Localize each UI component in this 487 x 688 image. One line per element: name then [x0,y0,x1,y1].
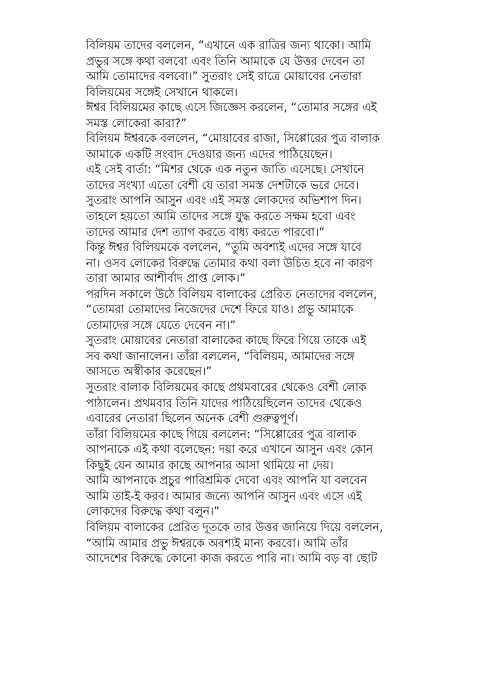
text-line: ঈশ্বর বিলিয়মের কাছে এসে জিজ্ঞেস করলেন, “তোমার সঙ্গের এই [86,100,377,115]
text-line: তোমাদের সঙ্গে যেতে দেবেন না।” [86,317,236,332]
text-line: বিলিয়ম ঈশ্বরকে বললেন, “মোয়াবের রাজা, সিপ্পোরের পুত্র বালাক [86,131,380,146]
text-line: কিন্তু ঈশ্বর বিলিয়মকে বললেন, “তুমি অবশ্যই এদের সঙ্গে যাবে [86,240,362,255]
text-line: তাহলে হয়তো আমি তাদের সঙ্গে যুদ্ধ করতে সক্ষম হবো এবং [86,209,356,224]
text-line: বিলিয়ম বালাকের প্রেরিত দূতকে তার উত্তর জানিয়ে দিয়ে বললেন, [86,519,383,534]
text-line: তাদের আমার দেশ ত্যাগ করতে বাধ্য করতে পারবো।” [86,224,325,239]
text-line: আপনাকে এই কথা বলেছেন: দয়া করে এখানে আসুন এবং কোন [86,442,373,457]
text-line: সমস্ত লোকেরা কারা?” [86,115,187,130]
text-line: সুতরাং বালাক বিলিয়মের কাছে প্রথমবারের থেকেও বেশী লোক [86,380,367,395]
text-line: সুতরাং মোয়াবের নেতারা বালাকের কাছে ফিরে গিয়ে তাকে এই [86,333,367,348]
text-line: এবারের নেতারা ছিলেন অনেক বেশী গুরুত্বপূর্ণ। [86,411,299,426]
text-line: তাঁরা বিলিয়মের কাছে গিয়ে বললেন: “সিপ্পোরের পুত্র বালাক [86,426,357,441]
paragraph [86,333,424,380]
text-line: আমি তাই-ই করব। আমার জন্যে আপনি আসুন এবং এসে এই [86,488,362,503]
text-line: আমাকে একটি সংবাদ দেওয়ার জন্য এদের পাঠিয়েছেন। [86,146,333,161]
paragraph [86,380,424,427]
text-line: পরদিন সকালে উঠে বিলিয়ম বালাকের প্রেরিত নেতাদের বললেন, [86,286,378,301]
text-line: আমি আপনাকে প্রচুর পারিশ্রমিক দেবো এবং আপনি যা বলবেন [86,473,368,488]
text-line: সব কথা জানালেন। তাঁরা বললেন, “বিলিয়ম, আমাদের সঙ্গে [86,348,355,363]
text-line: এই সেই বার্তা: “মিশর থেকে এক নতুন জাতি এসেছে। সেখানে [86,162,365,177]
paragraph [86,100,424,131]
paragraph [86,38,424,100]
text-line: বিলিয়মের সঙ্গেই সেখানে থাকলে। [86,84,238,99]
paragraph [86,520,424,567]
text-line: আমি তোমাদের বলবো।” সুতরাং সেই রাত্রে মোয়াবের নেতারা [86,69,362,84]
text-line: বিলিয়ম তাদের বললেন, “এখানে এক রাত্রির জন্য থাকো। আমি [86,38,371,52]
text-line: আসতে অস্বীকার করেছেন।” [86,364,212,379]
text-line: না। ওসব লোকের বিরুদ্ধে তোমার কথা বলা উচিত হবে না কারণ [86,255,373,270]
body-text [86,38,424,567]
text-line: “তোমরা তোমাদের নিজেদের দেশে ফিরে যাও। প্রভু আমাকে [86,302,354,317]
text-line: কিছুই যেন আমার কাছে আপনার আসা থামিয়ে না দেয়। [86,457,334,472]
paragraph [86,427,424,520]
text-line: প্রভুর সঙ্গে কথা বলবো এবং তিনি আমাকে যে উত্তর দেবেন তা [86,53,365,68]
paragraph [86,131,424,240]
text-line: “আমি আমার প্রভু ঈশ্বরকে অবশ্যই মান্য করবো। আমি তাঁর [86,535,349,550]
paragraph [86,287,424,334]
text-line: সুতরাং আপনি আসুন এবং এই সমস্ত লোকদের অভিশাপ দিন। [86,193,362,208]
text-line: আদেশের বিরুদ্ধে কোনো কাজ করতে পারি না। আমি বড় বা ছোট [86,551,378,566]
text-line: লোকদের বিরুদ্ধে কথা বলুন।” [86,504,220,519]
paragraph [86,240,424,287]
text-line: তারা আমার আশীর্বাদ প্রাপ্ত লোক।” [86,271,246,286]
text-line: তাদের সংখ্যা এতো বেশী যে তারা সমস্ত দেশটাকে ভরে দেবে। [86,177,359,192]
text-line: পাঠালেন। প্রথমবার তিনি যাদের পাঠিয়েছিলেন তাদের থেকেও [86,395,363,410]
